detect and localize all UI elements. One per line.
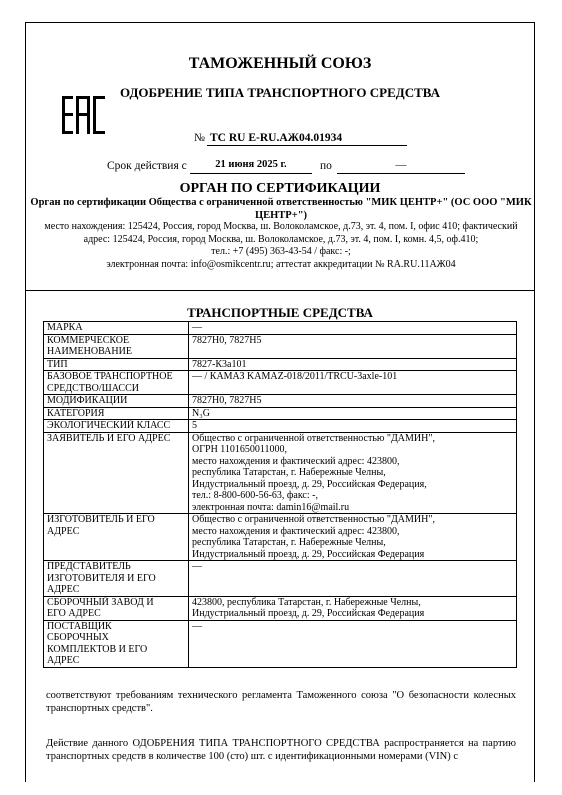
to-label: по <box>320 160 332 172</box>
row-label <box>44 358 189 371</box>
table-row <box>44 420 517 433</box>
row-value-line: 7827Н0, 7827Н5 <box>192 395 262 406</box>
table-row <box>44 407 517 420</box>
document-type-title: ОДОБРЕНИЕ ТИПА ТРАНСПОРТНОГО СРЕДСТВА <box>119 85 440 100</box>
eac-mark-icon <box>62 96 106 134</box>
row-value <box>189 432 517 514</box>
row-value <box>189 620 517 667</box>
email-line: электронная почта: info@osmikcentr.ru; аттестат аккредитации № RA.RU.11АЖ04 <box>106 258 456 270</box>
row-value-line: Индустриальный проезд, д. 29, Российская Федерация <box>192 548 425 560</box>
row-label-line: СБОРОЧНЫХ <box>47 632 109 643</box>
table-row <box>44 514 517 561</box>
row-label-line: КОММЕРЧЕСКОЕ <box>47 334 130 346</box>
table-row <box>44 561 517 597</box>
address-line1: место нахождения: 125424, Россия, город Москва, ш. Волоколамское, д.73, эт. 4, пом. I, офис 410; фактический <box>44 221 518 232</box>
row-value <box>189 371 517 395</box>
row-label-line: ЭКОЛОГИЧЕСКИЙ КЛАСС <box>47 420 171 431</box>
row-value-line: электронная почта: damin16@mail.ru <box>192 501 350 513</box>
row-label <box>44 371 189 395</box>
row-label-line: ИЗГОТОВИТЕЛЬ И ЕГО <box>47 514 155 525</box>
row-label-line: АДРЕС <box>47 525 80 537</box>
row-value-line: — / КАМАЗ KAMAZ-018/2011/TRCU-3axle-101 <box>192 371 398 382</box>
row-value-line: 5 <box>192 420 197 431</box>
row-value <box>189 395 517 408</box>
row-value-line: 423800, республика Татарстан, г. Набережные Челны, <box>192 596 421 608</box>
address-line2: адрес: 125424, Россия, город Москва, ш. Волоколамское, д.73, эт. 4, пом. I, комн. 4,5, оф.410; <box>83 233 479 245</box>
row-value <box>189 420 517 433</box>
table-row <box>44 371 517 395</box>
row-label <box>44 334 189 358</box>
row-label-line: МАРКА <box>47 322 83 333</box>
row-label-line: АДРЕС <box>47 584 80 595</box>
row-value-line: Общество с ограниченной ответственностью "ДАМИН", <box>192 514 435 525</box>
row-label-line: АДРЕС <box>47 655 80 666</box>
row-value-line: место нахождения и фактический адрес: 423800, <box>192 525 400 537</box>
row-label <box>44 322 189 335</box>
row-label-line: КАТЕГОРИЯ <box>47 407 105 419</box>
table-row <box>44 395 517 408</box>
table-row <box>44 322 517 335</box>
number-prefix: № <box>194 132 205 144</box>
row-value-line: место нахождения и фактический адрес: 423800, <box>192 455 400 467</box>
row-value-line: Индустриальный проезд, д. 29, Российская Федерация, <box>192 478 427 490</box>
row-label-line: ИЗГОТОВИТЕЛЯ И ЕГО <box>47 572 156 584</box>
row-label-line: СРЕДСТВО/ШАССИ <box>47 382 139 394</box>
certification-body-address <box>25 221 537 271</box>
table-row <box>44 334 517 358</box>
vehicles-heading: ТРАНСПОРТНЫЕ СРЕДСТВА <box>187 305 373 320</box>
row-label <box>44 395 189 408</box>
row-label-line: КОМПЛЕКТОВ И ЕГО <box>47 643 148 655</box>
scope-text: Действие данного ОДОБРЕНИЯ ТИПА ТРАНСПОРТНОГО СРЕДСТВА распространяется на партию транспортных средств в количестве 100 (сто) шт. с идентификационными номерами (VIN) с <box>46 738 516 762</box>
phone-line: тел.: +7 (495) 363-43-54 / факс: -; <box>211 246 351 257</box>
row-value <box>189 596 517 620</box>
row-value-line: 7827Н0, 7827Н5 <box>192 334 262 346</box>
row-label-line: БАЗОВОЕ ТРАНСПОРТНОЕ <box>47 371 173 382</box>
table-row <box>44 432 517 514</box>
row-value <box>189 334 517 358</box>
row-label <box>44 561 189 597</box>
row-label-line: НАИМЕНОВАНИЕ <box>47 346 132 357</box>
row-value-line: N₃G <box>192 407 210 419</box>
row-value <box>189 514 517 561</box>
row-value-line: тел.: 8-800-600-56-63, факс: -, <box>192 490 318 501</box>
row-value-line: республика Татарстан, г. Набережные Челны, <box>192 467 386 478</box>
row-label <box>44 432 189 514</box>
certification-body-heading: ОРГАН ПО СЕРТИФИКАЦИИ <box>179 181 381 196</box>
row-label-line: СБОРОЧНЫЙ ЗАВОД И <box>47 596 154 608</box>
row-value-line: 7827-К3а101 <box>192 358 247 370</box>
row-value-line: Общество с ограниченной ответственностью "ДАМИН", <box>192 432 435 444</box>
row-label <box>44 620 189 667</box>
row-label <box>44 514 189 561</box>
row-label-line: ЕГО АДРЕС <box>47 608 101 619</box>
row-label-line: ПРЕДСТАВИТЕЛЬ <box>47 561 131 572</box>
certification-body-name-line1: Орган по сертификации Общества с ограниченной ответственностью "МИК ЦЕНТР+" (ОС ООО "МИК <box>30 197 532 208</box>
row-label-line: МОДИФИКАЦИИ <box>47 395 128 406</box>
row-label <box>44 420 189 433</box>
row-value <box>189 561 517 597</box>
section-divider <box>25 290 535 291</box>
row-value <box>189 322 517 335</box>
row-label <box>44 407 189 420</box>
table-row <box>44 620 517 667</box>
row-value-line: — <box>192 322 202 333</box>
row-value <box>189 407 517 420</box>
table-row <box>44 596 517 620</box>
validity-label: Срок действия с <box>107 160 187 172</box>
row-label-line: ЗАЯВИТЕЛЬ И ЕГО АДРЕС <box>47 432 171 444</box>
union-title: ТАМОЖЕННЫЙ СОЮЗ <box>188 55 372 72</box>
row-value-line: Индустриальный проезд, д. 29, Российская Федерация <box>192 608 425 619</box>
row-label <box>44 596 189 620</box>
table-row <box>44 358 517 371</box>
conformity-text: соответствуют требованиям технического регламента Таможенного союза "О безопасности колесных транспортных средств". <box>46 690 516 714</box>
row-value-line: — <box>192 561 202 572</box>
valid-from-date: 21 июня 2025 г. <box>215 159 287 170</box>
certification-body-name-line2: ЦЕНТР+") <box>254 210 308 221</box>
row-value <box>189 358 517 371</box>
valid-to-date: — <box>395 159 407 171</box>
row-label-line: ТИП <box>47 358 68 370</box>
row-label-line: ПОСТАВЩИК <box>47 620 112 632</box>
vehicle-spec-table <box>43 321 517 668</box>
row-value-line: — <box>192 620 202 632</box>
certification-body-name <box>25 196 537 222</box>
row-value-line: ОГРН 1101650011000, <box>192 444 288 455</box>
approval-number: ТС RU E-RU.АЖ04.01934 <box>210 132 343 144</box>
row-value-line: республика Татарстан, г. Набережные Челны, <box>192 537 386 548</box>
